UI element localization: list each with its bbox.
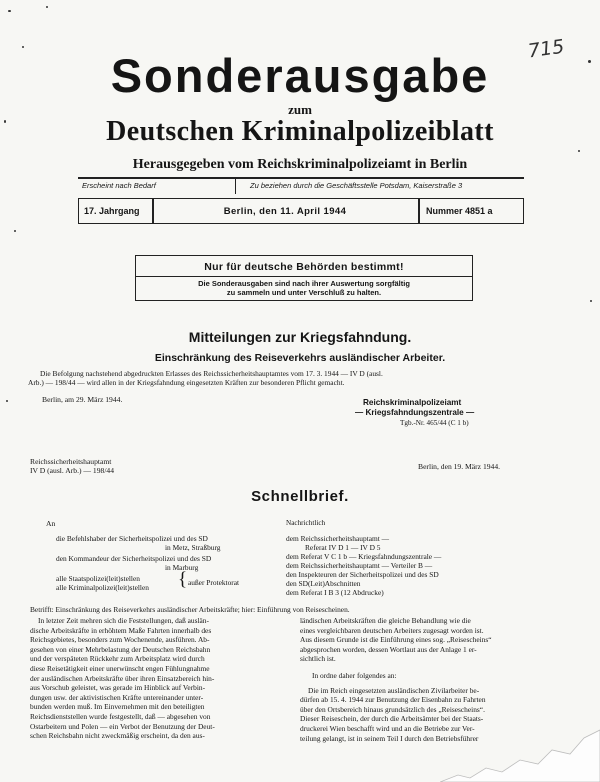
body-line: Aus diesem Grunde ist die Einführung eines sog. „Reisescheins“ xyxy=(300,635,492,645)
letter-sender: Reichssicherheitshauptamt xyxy=(30,457,112,466)
body-line: Reichsgebietes, besonders zum Wochenende, ausführen. Ab- xyxy=(30,635,210,645)
handwritten-number: 715 xyxy=(526,35,566,63)
recipient-line: in Metz, Straßburg xyxy=(165,543,221,552)
recipient-line: alle Kriminalpolizei(leit)stellen xyxy=(56,583,149,592)
body-line: In letzter Zeit mehren sich die Feststellungen, daß auslän- xyxy=(38,616,209,625)
body-left-column xyxy=(30,616,275,741)
recipient-line: den Kommandeur der Sicherheitspolizei und des SD xyxy=(56,554,212,563)
body-line: Dieser Reiseschein, der durch die Arbeitsämter bei der Staats- xyxy=(300,714,484,724)
cc-line: dem Referat V C 1 b — Kriegsfahndungszentrale — xyxy=(286,552,442,561)
body-line: schen Reichsbahn nicht zweckmäßig erscheint, da den aus- xyxy=(30,731,205,741)
notice-line-3: zu sammeln und unter Verschluß zu halten. xyxy=(226,288,382,297)
body-line: teilung gelangt, ist in seinem Teil I durch den Betriebsführer xyxy=(300,733,479,743)
masthead-divider xyxy=(235,177,236,194)
notice-line-1: Nur für deutsche Behörden bestimmt! xyxy=(204,261,404,273)
body-line: bunden werden muß. Im Einvernehmen mit den beteiligten xyxy=(30,702,205,712)
masthead-date: Berlin, den 11. April 1944 xyxy=(223,206,347,217)
notice-box xyxy=(135,255,473,301)
place-date: Berlin, am 29. März 1944. xyxy=(42,395,123,404)
body-line: Reichsdienststellen wurde festgestellt, daß — abgesehen von xyxy=(30,711,211,721)
authority-division: — Kriegsfahndungszentrale — xyxy=(355,408,475,417)
scan-speck xyxy=(14,230,16,232)
cc-line: den Inspekteuren der Sicherheitspolizei und des SD xyxy=(286,570,439,579)
section-heading: Mitteilungen zur Kriegsfahndung. xyxy=(188,329,412,345)
scan-speck xyxy=(46,6,48,8)
letter-type: Schnellbrief. xyxy=(251,488,349,505)
body-line: druckerei Wien beschafft wird und an die Betriebe zur Ver- xyxy=(300,723,475,733)
cc-label: Nachrichtlich xyxy=(286,519,326,527)
body-line: sichtlich ist. xyxy=(300,654,336,664)
torn-corner xyxy=(440,720,600,782)
masthead-source: Zu beziehen durch die Geschäftsstelle Potsdam, Kaiserstraße 3 xyxy=(250,181,463,190)
body-line: diese Reisetätigkeit einer unerwünscht engen Fühlungnahme xyxy=(30,663,210,673)
letter-sender-ref: IV D (ausl. Arb.) — 198/44 xyxy=(30,466,115,475)
masthead-zum: zum xyxy=(288,102,312,117)
cc-line: dem Reichssicherheitshauptamt — xyxy=(286,534,390,543)
body-line: und der verspäteten Rückkehr zum Arbeitsplatz wird durch xyxy=(30,654,205,664)
masthead-number: Nummer 4851 a xyxy=(426,206,493,216)
order-intro: In ordne daher folgendes an: xyxy=(312,670,397,680)
body-line: dürfen ab 15. 4. 1944 zur Benutzung der Eisenbahn zu Fahrten xyxy=(300,695,486,705)
notice-divider xyxy=(136,276,472,277)
masthead-publisher: Herausgegeben vom Reichskriminalpolizeiamt in Berlin xyxy=(132,157,468,172)
masthead-title: Sonderausgabe xyxy=(110,49,490,102)
masthead-appears: Erscheint nach Bedarf xyxy=(82,181,156,190)
masthead-subtitle: Deutschen Kriminalpolizeiblatt xyxy=(106,116,494,147)
scan-speck xyxy=(8,10,11,12)
authority-reference: Tgb.-Nr. 465/44 (C 1 b) xyxy=(400,419,469,427)
body-line: Ostarbeitern und Polen — ein Verbot der Benutzung der Deut- xyxy=(30,721,215,731)
authority-name: Reichskriminalpolizeiamt xyxy=(363,398,462,407)
scan-speck xyxy=(590,300,592,302)
body-line: über den Ortsbereich hinaus grundsätzlich des „Reisescheins“. xyxy=(300,704,485,714)
body-line: der ausländischen Arbeitskräfte über ihren Einsatzbereich hin- xyxy=(30,673,215,683)
body-line: Die im Reich eingesetzten ausländischen Zivilarbeiter be- xyxy=(308,685,480,695)
masthead-divider xyxy=(78,177,524,179)
cc-line: den SD(Leit)Abschnitten xyxy=(286,579,361,588)
body-line: dische Arbeitskräfte in erhöhtem Maße Fahrten innerhalb des xyxy=(30,625,212,635)
recipient-line: außer Protektorat xyxy=(188,578,240,587)
body-line: ländischen Arbeitskräften die gleiche Behandlung wie die xyxy=(300,616,471,625)
info-box-divider xyxy=(418,198,420,224)
recipients-label: An xyxy=(46,519,56,528)
body-line: eines vergleichbaren deutschen Arbeiters zugesagt worden ist. xyxy=(300,625,484,635)
intro-line-1: Die Befolgung nachstehend abgedruckten Erlasses des Reichssicherheitshauptamtes vom 17. 3. 1944 — IV D (ausl. xyxy=(40,369,383,378)
masthead-volume: 17. Jahrgang xyxy=(84,206,140,216)
body-line: dungen usw. der aktivistischen Kräfte untereinander unter- xyxy=(30,692,204,702)
intro-line-2: Arb.) — 198/44 — wird allen in der Kriegsfahndung eingesetzten Kräften zur besonderen Pflicht gemacht. xyxy=(28,378,345,387)
recipient-line: die Befehlshaber der Sicherheitspolizei und des SD xyxy=(56,534,208,543)
scan-speck xyxy=(578,150,580,152)
cc-line: Referat IV D 1 — IV D 5 xyxy=(305,543,381,552)
body-line: abgesprochen worden, dessen Wortlaut aus der Anlage 1 er- xyxy=(300,644,477,654)
section-subheading: Einschränkung des Reiseverkehrs ausländischer Arbeiter. xyxy=(154,352,446,364)
letter-date: Berlin, den 19. März 1944. xyxy=(418,462,501,471)
cc-line: dem Reichssicherheitshauptamt — Verteiler B — xyxy=(286,561,433,570)
cc-line: dem Referat I B 3 (12 Abdrucke) xyxy=(286,588,384,597)
letter-subject: Betrifft: Einschränkung des Reiseverkehrs ausländischer Arbeitskräfte; hier: Einführung von Reisescheinen. xyxy=(30,605,350,614)
notice-line-2: Die Sonderausgaben sind nach ihrer Auswertung sorgfältig xyxy=(198,279,410,288)
recipient-line: alle Staatspolizei(leit)stellen xyxy=(56,574,140,583)
recipient-line: in Marburg xyxy=(165,563,199,572)
recipient-brace: { xyxy=(178,569,188,590)
body-line: aus Vorschub geleistet, was gerade im Hinblick auf Verbin- xyxy=(30,683,206,693)
scan-speck xyxy=(6,400,8,402)
body-line: gesehen von einer Mehrbelastung der Deutschen Reichsbahn xyxy=(30,644,211,654)
